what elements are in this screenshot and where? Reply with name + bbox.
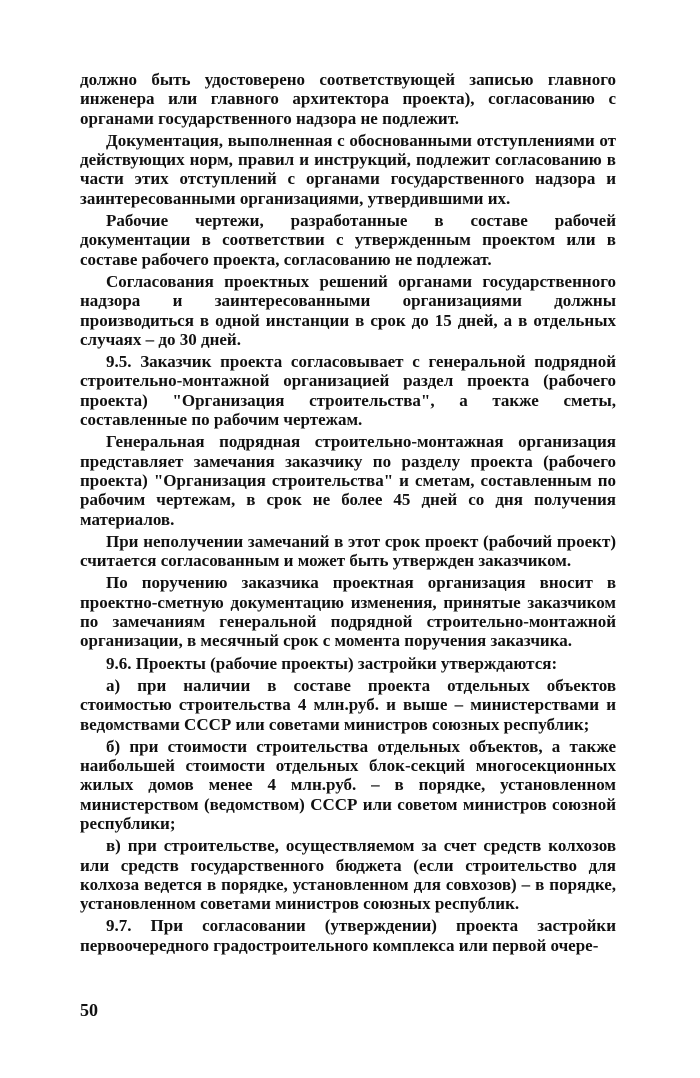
paragraph-approval-terms: Согласования проектных решений органами государственного надзора и заинтересованными организациями должны производиться в одной инстанции в срок до 15 дней, а в отдельных случаях – до 30 дней. xyxy=(80,271,616,349)
paragraph-deviations: Документация, выполненная с обоснованными отступлениями от действующих норм, правил и инструкций, подлежит согласованию в части этих отступлений с органами государственного надзора и заинтересованными организациями, утвердившими их. xyxy=(80,130,616,208)
paragraph-working-drawings: Рабочие чертежи, разработанные в составе рабочей документации в соответствии с утвержденным проектом или в составе рабочего проекта, согласованию не подлежат. xyxy=(80,211,616,269)
paragraph-9-6-b: б) при стоимости строительства отдельных объектов, а также наибольшей стоимости отдельных блок-секций многосекционных жилых домов менее 4 млн.руб. – в порядке, установленном министерством (ведомством) СССР или советом министров союзной республики; xyxy=(80,736,616,833)
paragraph-approval-continuation: должно быть удостоверено соответствующей записью главного инженера или главного архитектора проекта), согласованию с органами государственного надзора не подлежит. xyxy=(80,70,616,128)
paragraph-no-remarks: При неполучении замечаний в этот срок проект (рабочий проект) считается согласованным и может быть утвержден заказчиком. xyxy=(80,531,616,571)
page-number: 50 xyxy=(80,1000,98,1020)
document-body xyxy=(80,70,616,958)
paragraph-9-6-v: в) при строительстве, осуществляемом за счет средств колхозов или средств государственного бюджета (если строительство для колхоза ведется в порядке, установленном для совхозов) – в порядке, установленном советами министров союзных республик. xyxy=(80,836,616,914)
paragraph-9-7: 9.7. При согласовании (утверждении) проекта застройки первоочередного градостроительного комплекса или первой очере- xyxy=(80,916,616,955)
paragraph-9-6-a: а) при наличии в составе проекта отдельных объектов стоимостью строительства 4 млн.руб. и выше – министерствами и ведомствами СССР или советами министров союзных республик; xyxy=(80,675,616,734)
paragraph-contractor-remarks: Генеральная подрядная строительно-монтажная организация представляет замечания заказчику по разделу проекта (рабочего проекта) "Организация строительства" и сметам, составленным по рабочим чертежам, в срок не более 45 дней со дня получения материалов. xyxy=(80,432,616,529)
paragraph-9-5: 9.5. Заказчик проекта согласовывает с генеральной подрядной строительно-монтажной организацией раздел проекта (рабочего проекта) "Организация строительства", а также сметы, составленные по рабочим чертежам. xyxy=(80,352,616,430)
paragraph-9-6: 9.6. Проекты (рабочие проекты) застройки утверждаются: xyxy=(106,653,558,673)
paragraph-changes: По поручению заказчика проектная организация вносит в проектно-сметную документацию изменения, принятые заказчиком по замечаниям генеральной подрядной строительно-монтажной организации, в месячный срок с момента поручения заказчика. xyxy=(80,573,616,651)
